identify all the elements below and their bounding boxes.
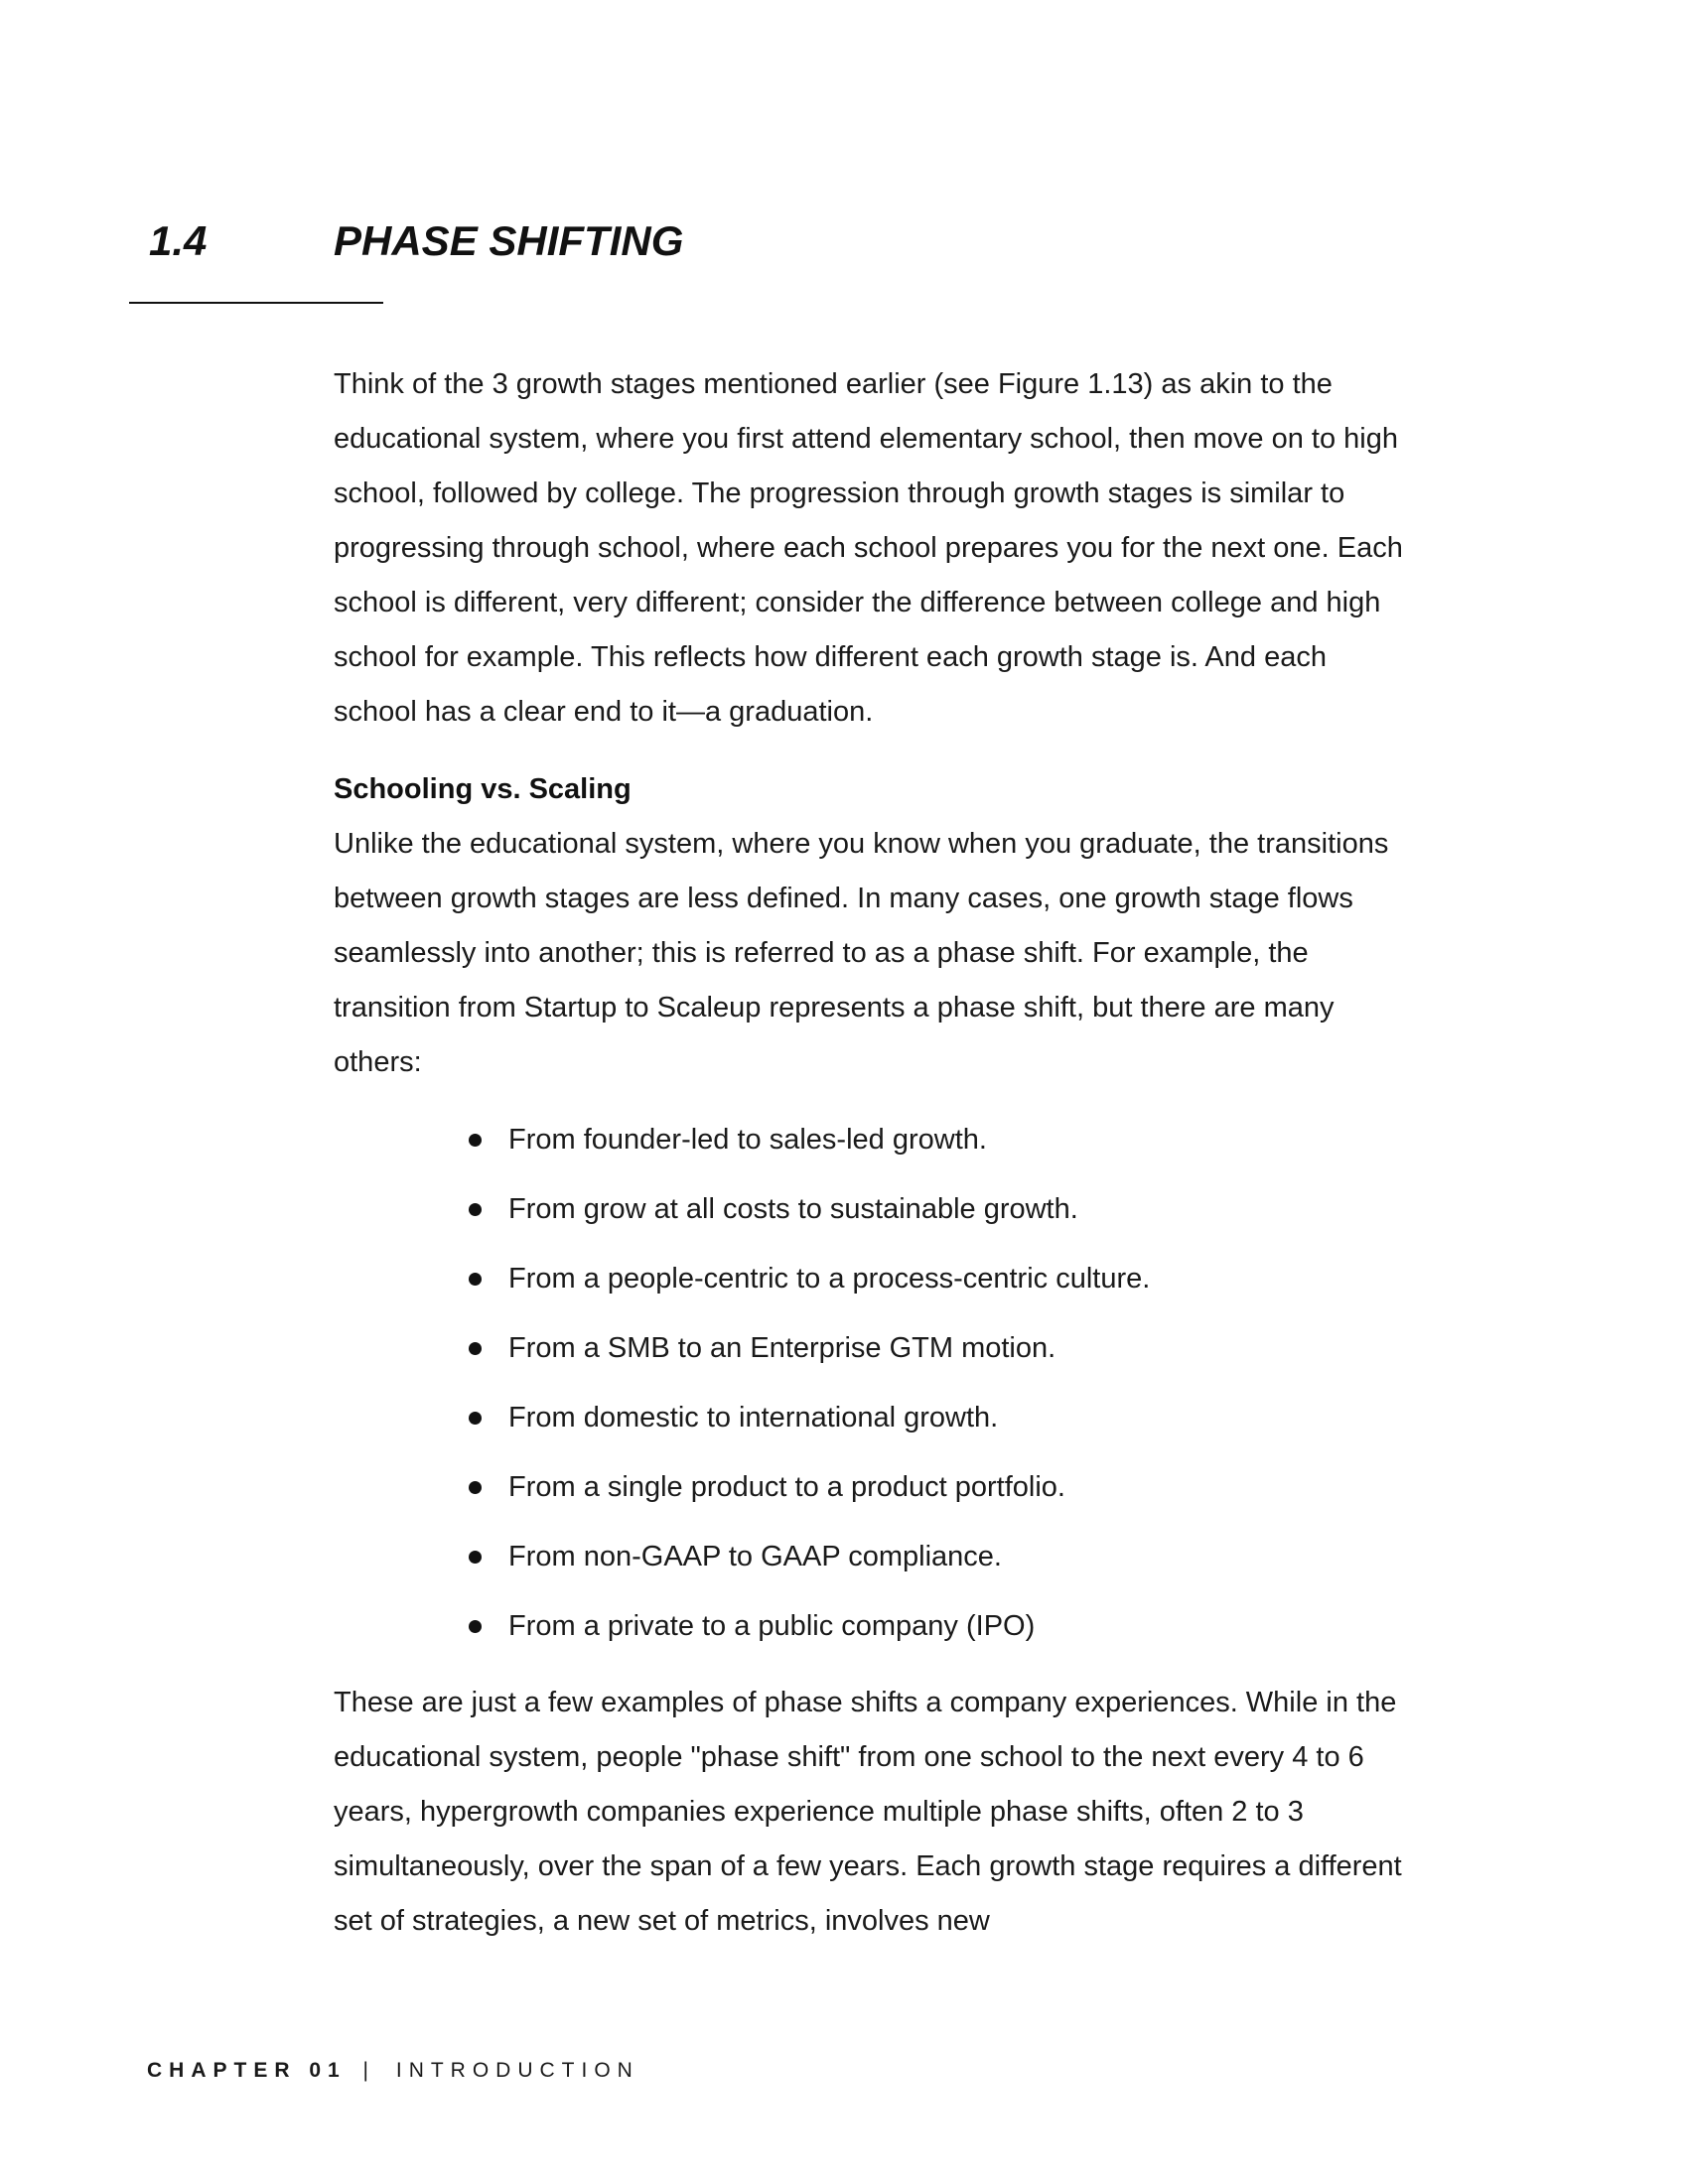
list-item xyxy=(469,1120,1406,1160)
list-item xyxy=(469,1467,1406,1507)
phase-shift-list xyxy=(334,1120,1406,1646)
list-item xyxy=(469,1259,1406,1298)
bullet-dot-icon xyxy=(469,1134,482,1147)
list-item-text: From a people-centric to a process-centric culture. xyxy=(508,1263,1151,1295)
bullet-dot-icon xyxy=(469,1412,482,1425)
subheading-schooling-vs-scaling: Schooling vs. Scaling xyxy=(334,773,632,805)
section-title: PHASE SHIFTING xyxy=(334,217,684,264)
body-content xyxy=(334,357,1406,1949)
bullet-dot-icon xyxy=(469,1203,482,1216)
list-item xyxy=(469,1398,1406,1437)
footer-chapter: CHAPTER 01 xyxy=(147,2059,347,2082)
closing-paragraph: These are just a few examples of phase shifts a company experiences. While in the educational system, people "phase shift" from one school to the next every 4 to 6 years, hypergrowth companies experience multiple phase shifts, often 2 to 3 simultaneously, over the span of a few years. Each growth stage requires a different set of strategies, a new set of metrics, involves new xyxy=(334,1687,1402,1937)
footer-title: INTRODUCTION xyxy=(395,2059,639,2082)
list-item xyxy=(469,1606,1406,1646)
list-item xyxy=(469,1328,1406,1368)
list-item xyxy=(469,1189,1406,1229)
bullet-dot-icon xyxy=(469,1620,482,1633)
section-number: 1.4 xyxy=(149,217,208,264)
list-item-text: From non-GAAP to GAAP compliance. xyxy=(508,1541,1002,1572)
list-item-text: From grow at all costs to sustainable growth. xyxy=(508,1193,1078,1225)
footer-separator: | xyxy=(362,2059,376,2082)
second-paragraph: Unlike the educational system, where you know when you graduate, the transitions between growth stages are less defined. In many cases, one growth stage flows seamlessly into another; this is referred to as a phase shift. For example, the transition from Startup to Scaleup represents a phase shift, but there are many others: xyxy=(334,828,1389,1078)
list-item-text: From founder-led to sales-led growth. xyxy=(508,1124,987,1156)
list-item xyxy=(469,1537,1406,1576)
page-footer xyxy=(147,2059,639,2083)
bullet-dot-icon xyxy=(469,1551,482,1564)
list-item-text: From domestic to international growth. xyxy=(508,1402,999,1433)
heading-divider xyxy=(129,302,383,304)
list-item-text: From a single product to a product portfolio. xyxy=(508,1471,1065,1503)
list-item-text: From a private to a public company (IPO) xyxy=(508,1610,1036,1642)
bullet-dot-icon xyxy=(469,1273,482,1286)
bullet-dot-icon xyxy=(469,1342,482,1355)
bullet-dot-icon xyxy=(469,1481,482,1494)
intro-paragraph: Think of the 3 growth stages mentioned earlier (see Figure 1.13) as akin to the educational system, where you first attend elementary school, then move on to high school, followed by college. The progression through growth stages is similar to progressing through school, where each school prepares you for the next one. Each school is different, very different; consider the difference between college and high school for example. This reflects how different each growth stage is. And each school has a clear end to it—a graduation. xyxy=(334,368,1403,728)
list-item-text: From a SMB to an Enterprise GTM motion. xyxy=(508,1332,1056,1364)
